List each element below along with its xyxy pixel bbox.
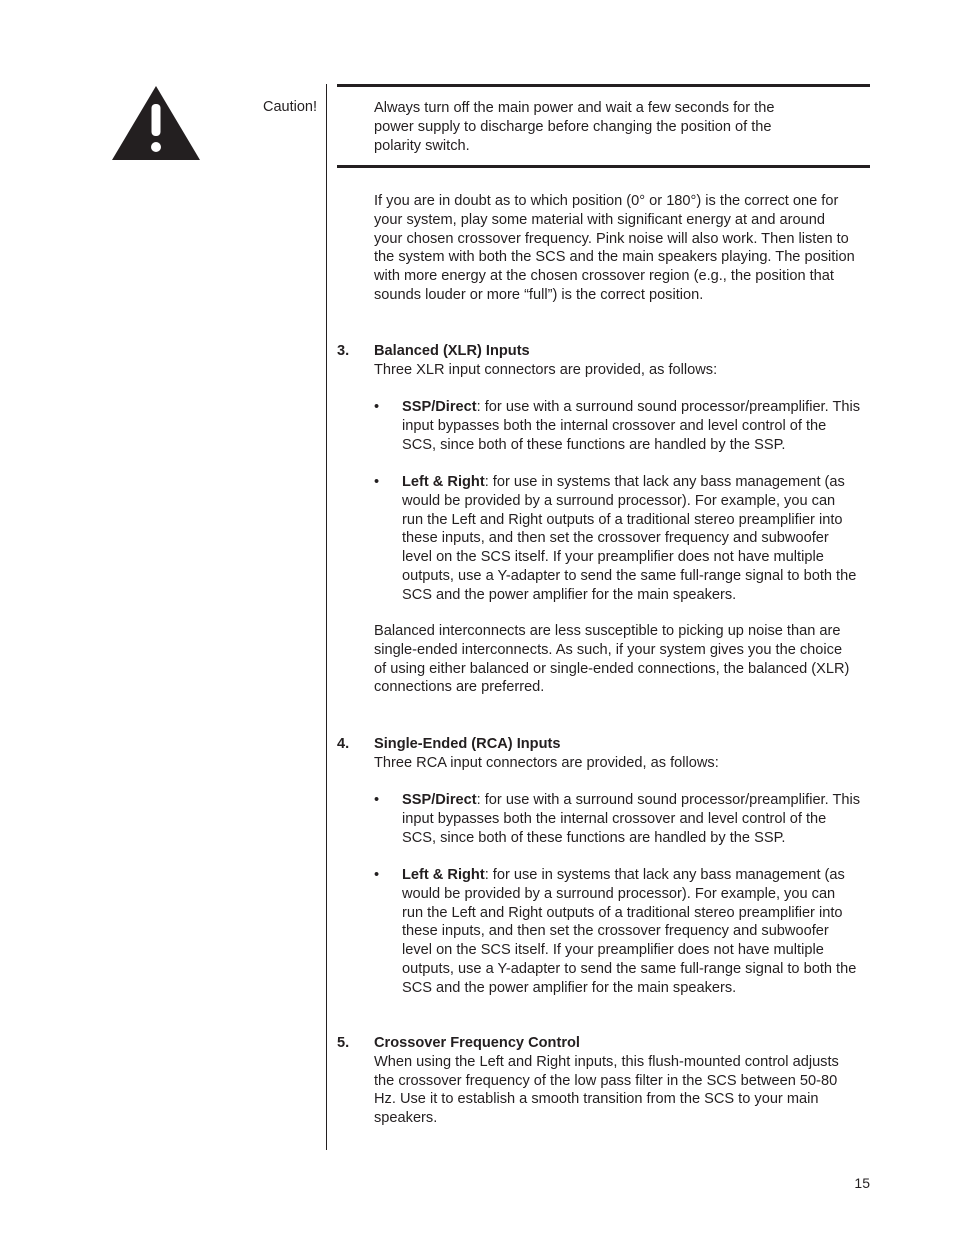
text-line: of using either balanced or single-ended connections, the balanced (XLR): [374, 660, 850, 677]
text-line: SCS and the power amplifier for the main speakers.: [402, 979, 737, 996]
text-line: level on the SCS itself. If your preamplifier does not have multiple: [402, 942, 824, 959]
caution-top-rule: [337, 84, 870, 87]
text-line: input bypasses both the internal crossover and level control of the: [402, 810, 827, 827]
section-4-intro: Three RCA input connectors are provided, as follows:: [374, 754, 719, 771]
bullet-term: SSP/Direct: [402, 399, 477, 415]
text-line: speakers.: [374, 1110, 438, 1127]
section-3-bullet-left-right: [402, 473, 872, 605]
bullet-text: : for use with a surround sound processor/preamplifier. This: [476, 399, 861, 415]
text-line: level on the SCS itself. If your preamplifier does not have multiple: [402, 549, 824, 566]
section-4-bullet-left-right: [402, 866, 872, 998]
text-line: [402, 791, 872, 810]
text-line: [402, 398, 872, 417]
section-4-heading-block: [374, 735, 870, 773]
caution-bottom-rule: [337, 165, 870, 168]
bullet-marker: •: [374, 867, 380, 883]
text-line: would be provided by a surround processor). For example, you can: [402, 885, 836, 902]
text-line: Balanced interconnects are less susceptible to picking up noise than are: [374, 623, 841, 639]
text-line: run the Left and Right outputs of a traditional stereo preamplifier into: [402, 511, 843, 528]
text-line: outputs, use a Y-adapter to send the same full-range signal to both the: [402, 960, 857, 977]
margin-rule: [326, 84, 327, 1150]
bullet-marker: •: [374, 399, 380, 415]
text-line: with more energy at the chosen crossover region (e.g., the position that: [374, 268, 834, 285]
section-3-bullet-ssp: [402, 398, 872, 454]
bullet-text: : for use with a surround sound processor/preamplifier. This: [476, 792, 861, 808]
text-line: connections are preferred.: [374, 679, 545, 696]
text-line: your chosen crossover frequency. Pink noise will also work. Then listen to: [374, 230, 849, 247]
text-line: these inputs, and then set the crossover frequency and subwoofer: [402, 923, 829, 940]
text-line: the crossover frequency of the low pass filter in the SCS between 50-80: [374, 1072, 838, 1089]
section-3-intro: Three XLR input connectors are provided, as follows:: [374, 361, 718, 378]
section-4-bullet-ssp: [402, 791, 872, 847]
text-line: SCS, since both of these functions are handled by the SSP.: [402, 829, 786, 846]
text-line: outputs, use a Y-adapter to send the same full-range signal to both the: [402, 567, 857, 584]
text-line: sounds louder or more “full”) is the correct position.: [374, 286, 704, 303]
text-line: Always turn off the main power and wait a few seconds for the: [374, 100, 775, 116]
text-line: When using the Left and Right inputs, this flush-mounted control adjusts: [374, 1053, 839, 1070]
text-line: run the Left and Right outputs of a traditional stereo preamplifier into: [402, 904, 843, 921]
section-3-title: Balanced (XLR) Inputs: [374, 343, 530, 359]
section-3-number: 3.: [337, 343, 350, 359]
text-line: single-ended interconnects. As such, if your system gives you the choice: [374, 641, 843, 658]
text-line: would be provided by a surround processor). For example, you can: [402, 492, 836, 509]
page-number: 15: [854, 1175, 870, 1191]
text-line: power supply to discharge before changing the position of the: [374, 118, 772, 135]
text-line: the system with both the SCS and the main speakers playing. The position: [374, 249, 855, 266]
section-3-closing: [374, 622, 870, 697]
bullet-text: : for use in systems that lack any bass management (as: [484, 867, 845, 883]
section-5-block: [374, 1034, 870, 1128]
bullet-term: SSP/Direct: [402, 792, 477, 808]
bullet-term: Left & Right: [402, 474, 485, 490]
text-line: polarity switch.: [374, 137, 470, 154]
section-4-number: 4.: [337, 736, 350, 752]
text-line: Hz. Use it to establish a smooth transition from the SCS to your main: [374, 1091, 819, 1108]
bullet-term: Left & Right: [402, 867, 485, 883]
section-5-title: Crossover Frequency Control: [374, 1035, 580, 1051]
text-line: If you are in doubt as to which position (0° or 180°) is the correct one for: [374, 193, 839, 209]
text-line: SCS and the power amplifier for the main speakers.: [402, 586, 737, 603]
text-line: SCS, since both of these functions are handled by the SSP.: [402, 436, 786, 453]
bullet-marker: •: [374, 792, 380, 808]
text-line: input bypasses both the internal crossover and level control of the: [402, 417, 827, 434]
warning-triangle-icon: [110, 84, 202, 162]
bullet-text: : for use in systems that lack any bass management (as: [484, 474, 845, 490]
section-4-title: Single-Ended (RCA) Inputs: [374, 736, 561, 752]
text-line: these inputs, and then set the crossover frequency and subwoofer: [402, 530, 829, 547]
text-line: [402, 473, 872, 492]
caution-text: [374, 99, 814, 155]
text-line: your system, play some material with significant energy at and around: [374, 211, 826, 228]
section-5-number: 5.: [337, 1035, 350, 1051]
section-3-heading-block: [374, 342, 870, 380]
polarity-paragraph: [374, 192, 870, 305]
text-line: [402, 866, 872, 885]
bullet-marker: •: [374, 474, 380, 490]
caution-label: Caution!: [262, 99, 317, 115]
